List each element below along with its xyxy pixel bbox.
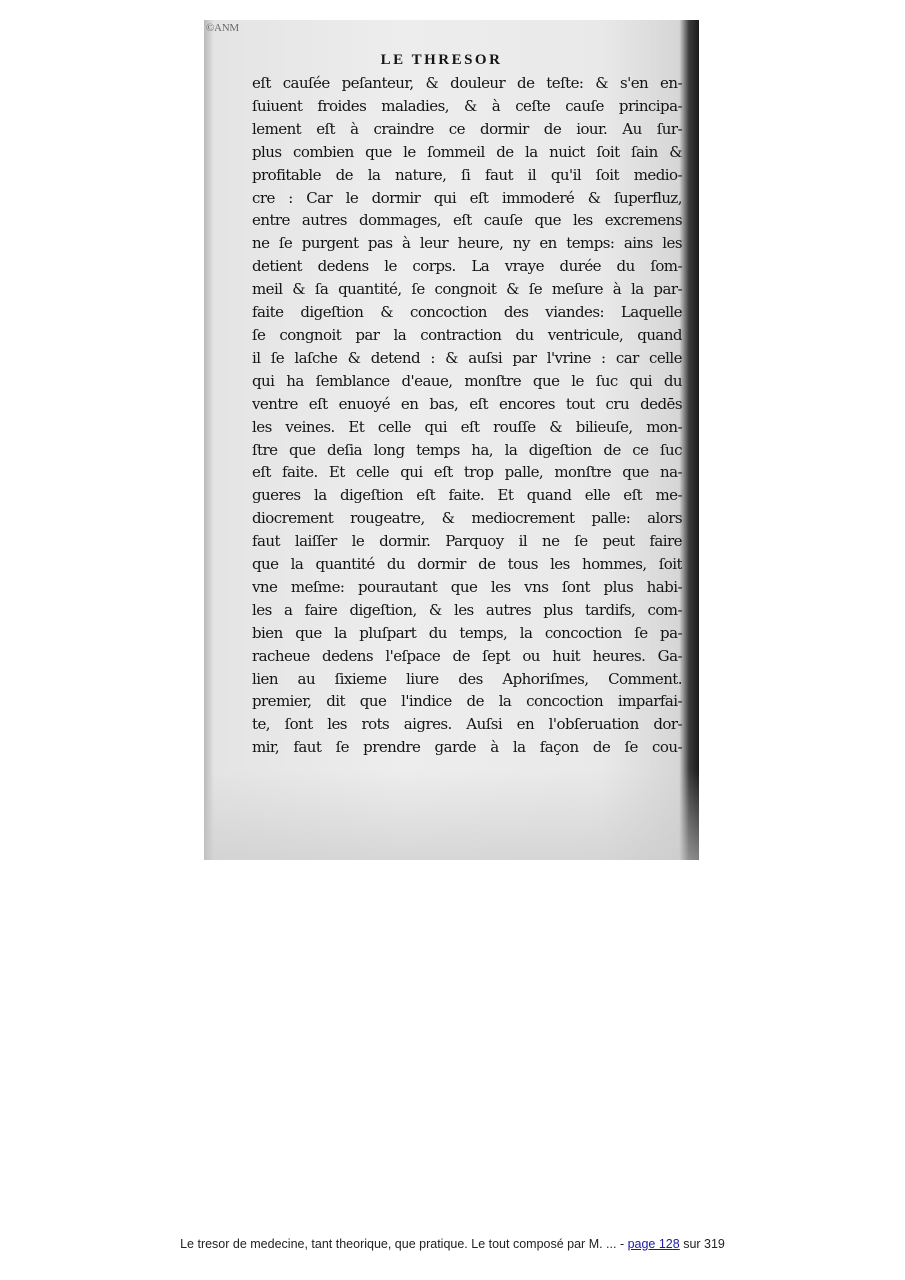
text-line: les veines. Et celle qui eſt rouſſe & bilieuſe, mon- — [252, 417, 682, 436]
text-line: vne meſme: pourautant que les vns ſont plus habi- — [252, 577, 682, 596]
text-line: bien que la pluſpart du temps, la concoction ſe pa- — [252, 623, 682, 642]
text-line: ne ſe purgent pas à leur heure, ny en temps: ains les — [252, 234, 682, 253]
text-line: que la quantité du dormir de tous les hommes, ſoit — [252, 555, 682, 574]
text-line: faut laiſſer le dormir. Parquoy il ne ſe peut faire — [252, 532, 682, 551]
text-line: gueres la digeſtion eſt faite. Et quand elle eſt me- — [252, 486, 682, 505]
text-line: detient dedens le corps. La vraye durée du ſom- — [252, 257, 682, 276]
text-line: profitable de la nature, ſi faut il qu'il ſoit medio- — [252, 165, 682, 184]
text-line: ventre eſt enuoyé en bas, eſt encores tout cru dedēs — [252, 394, 682, 413]
text-line: qui ha ſemblance d'eaue, monſtre que le ſuc qui du — [252, 371, 682, 390]
text-line: premier, dit que l'indice de la concoction imparfai- — [252, 692, 682, 711]
text-line: diocrement rougeatre, & mediocrement palle: alors — [252, 509, 682, 528]
page-caption — [0, 1237, 905, 1251]
scanned-page-image — [204, 20, 699, 860]
page-text-body — [252, 72, 682, 759]
text-line: ſtre que deſia long temps ha, la digeſtion de ce ſuc — [252, 440, 682, 459]
text-line: meil & ſa quantité, ſe congnoit & ſe meſure à la par- — [252, 280, 682, 299]
text-line: eſt faite. Et celle qui eſt trop palle, monſtre que na- — [252, 463, 682, 482]
text-line: eſt cauſée peſanteur, & douleur de teſte: & s'en en- — [252, 74, 682, 92]
page-shadow — [204, 770, 699, 860]
page-link[interactable]: page 128 — [627, 1237, 680, 1251]
text-line: cre : Car le dormir qui eſt immoderé & ſuperfluz, — [252, 188, 682, 207]
running-head: LE THRESOR — [380, 52, 503, 68]
text-line: lien au ſixieme liure des Aphoriſmes, Comment. — [252, 669, 682, 688]
text-line: lement eſt à craindre ce dormir de iour. Au ſur- — [252, 119, 682, 138]
text-line: te, ſont les rots aigres. Auſsi en l'obſeruation dor- — [252, 715, 682, 734]
text-line: entre autres dommages, eſt cauſe que les excremens — [252, 211, 682, 230]
text-line: ſe congnoit par la contraction du ventricule, quand — [252, 325, 682, 344]
text-line: il ſe laſche & detend : & auſsi par l'vrine : car celle — [252, 348, 682, 367]
text-line: plus combien que le ſommeil de la nuict ſoit ſain & — [252, 142, 682, 161]
text-line: mir, faut ſe prendre garde à la façon de ſe cou- — [252, 738, 682, 757]
caption-title: Le tresor de medecine, tant theorique, que pratique. Le tout composé par M. ... - — [180, 1237, 628, 1251]
text-line: racheue dedens l'eſpace de ſept ou huit heures. Ga- — [252, 646, 682, 665]
text-line: ſuiuent froides maladies, & à ceſte cauſe principa- — [252, 96, 682, 115]
caption-page-total: sur 319 — [679, 1237, 725, 1251]
text-line: faite digeſtion & concoction des viandes: Laquelle — [252, 303, 682, 322]
text-line: les a faire digeſtion, & les autres plus tardifs, com- — [252, 600, 682, 619]
watermark: ©ANM — [206, 22, 239, 34]
